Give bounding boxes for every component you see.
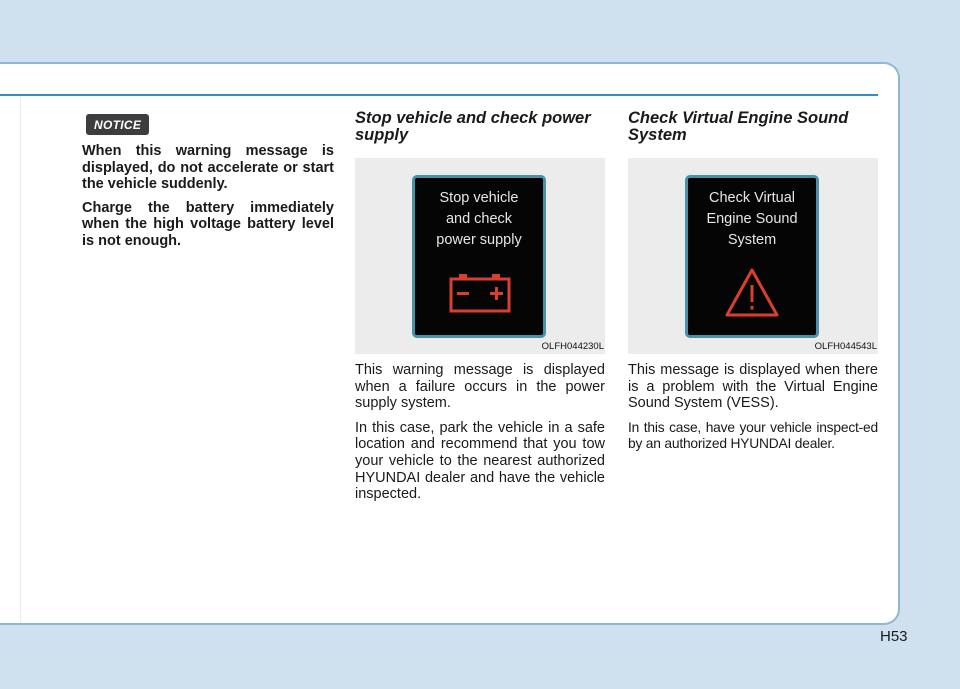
notice-column xyxy=(82,110,334,257)
notice-badge: NOTICE xyxy=(86,114,149,135)
display-line: and check xyxy=(445,211,513,227)
cluster-display xyxy=(412,175,546,338)
margin-guide xyxy=(20,96,21,623)
vess-heading: Check Virtual Engine Sound System xyxy=(628,109,849,144)
power-supply-figure xyxy=(355,158,605,354)
battery-icon xyxy=(415,270,543,320)
power-supply-text-2: In this case, park the vehicle in a safe location and recommend that you tow your vehicle to the nearest authorized HYUNDAI dealer and have the vehicle inspected. xyxy=(355,419,605,503)
display-message xyxy=(688,188,816,251)
vess-section xyxy=(628,110,878,453)
display-line: Check Virtual xyxy=(709,190,795,206)
header-rule xyxy=(0,94,878,96)
warning-triangle-icon xyxy=(688,266,816,322)
notice-text-2: Charge the battery immediately when the high voltage battery level is not enough. xyxy=(82,199,334,249)
vess-figure xyxy=(628,158,878,354)
power-supply-heading: Stop vehicle and check power supply xyxy=(355,109,591,144)
cluster-display xyxy=(685,175,819,338)
display-line: power supply xyxy=(436,232,522,248)
display-line: Engine Sound xyxy=(706,211,798,227)
vess-text-1: This message is displayed when there is a problem with the Virtual Engine Sound System (VESS). xyxy=(628,362,878,412)
vess-text-2: In this case, have your vehicle inspect-ed by an authorized HYUNDAI dealer. xyxy=(628,419,878,452)
display-line: Stop vehicle xyxy=(439,190,519,206)
notice-text-1: When this warning message is displayed, do not accelerate or start the vehicle suddenly. xyxy=(82,143,334,193)
figure-code: OLFH044543L xyxy=(814,341,877,352)
power-supply-text-1: This warning message is displayed when a failure occurs in the power supply system. xyxy=(355,362,605,412)
display-message xyxy=(415,188,543,251)
figure-code: OLFH044230L xyxy=(541,341,604,352)
power-supply-section xyxy=(355,110,605,503)
page-number: H53 xyxy=(880,628,908,645)
display-line: System xyxy=(727,232,777,248)
